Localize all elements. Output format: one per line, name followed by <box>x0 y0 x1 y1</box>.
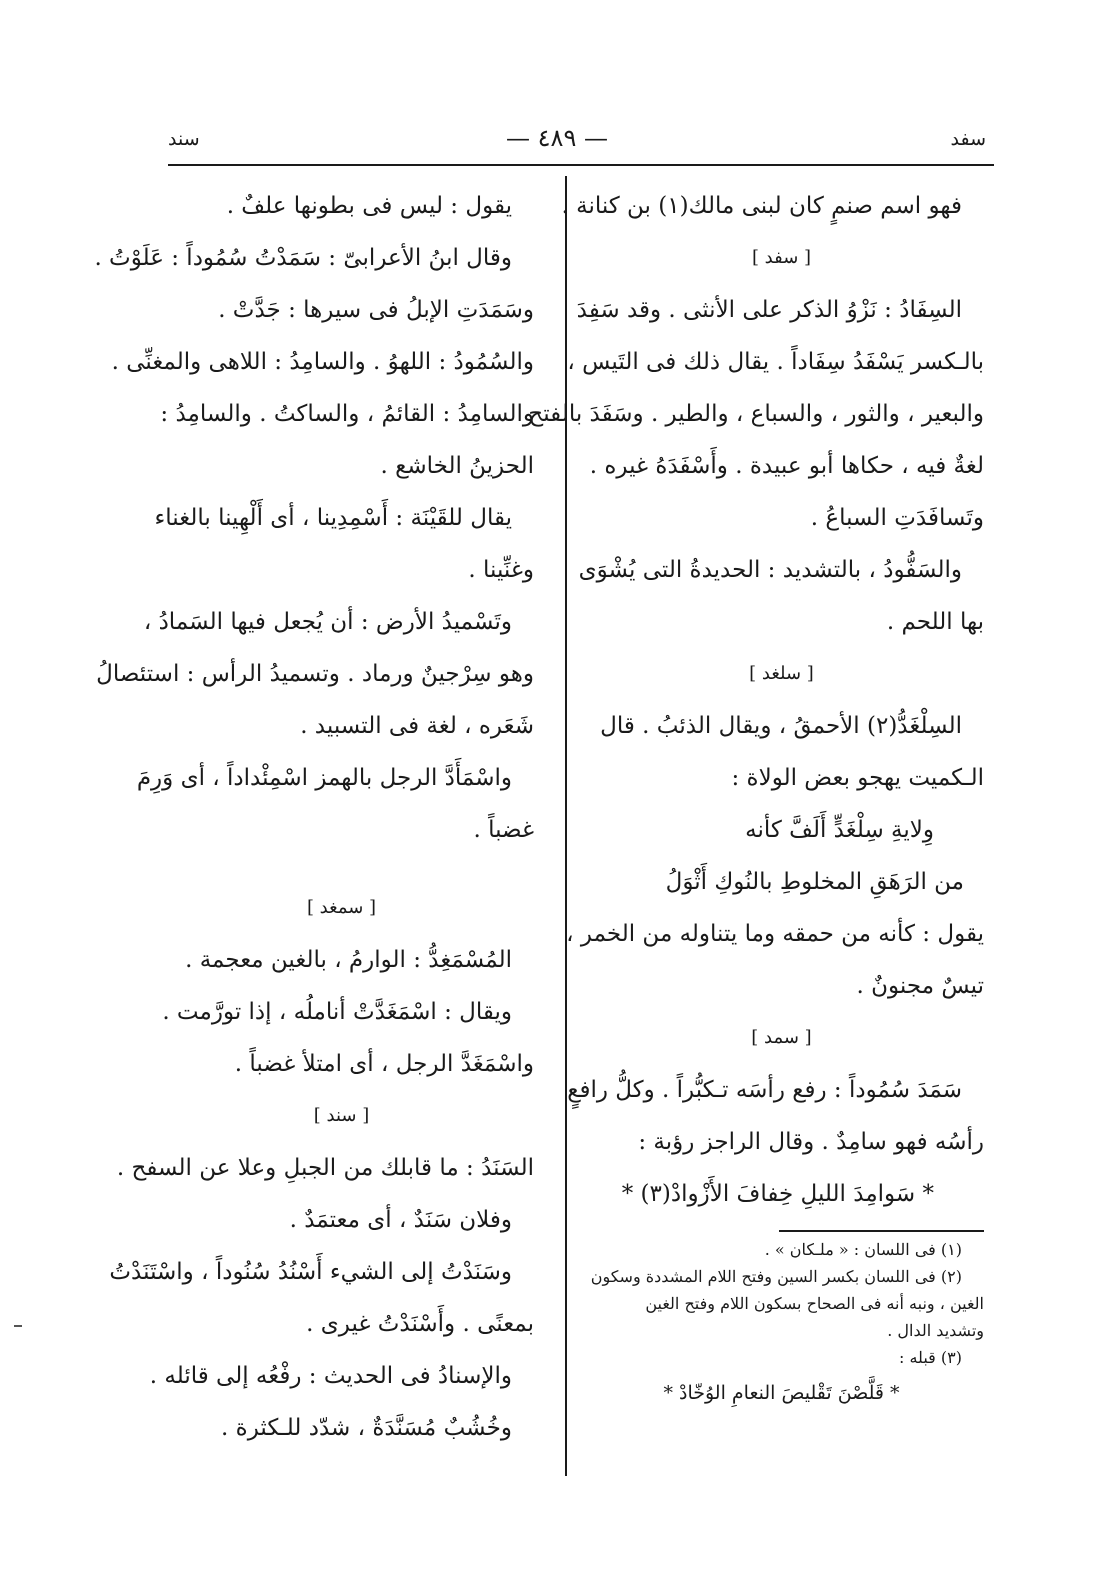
text-line: رأسُه فهو سامِدٌ . وقال الراجز رؤبة : <box>638 1129 984 1155</box>
text-line: يقال للقَيْنَة : أَسْمِدِينا ، أى أَلْهِينا بالغناء <box>154 505 512 531</box>
text-line: ويقال : اسْمَغَدَّتْ أناملُه ، إذا تورَّمت . <box>162 999 512 1025</box>
entry-heading-samad: [ سمد ] <box>751 1027 812 1048</box>
text-line: تيسٌ مجنونٌ . <box>856 973 984 999</box>
text-line: بالـكسر يَسْفَدُ سِفَاداً . يقال ذلك فى التَيس ، <box>567 349 984 375</box>
entry-heading-salghad: [ سلغد ] <box>749 663 814 684</box>
text-line: الـكميت يهجو بعض الولاة : <box>731 765 984 791</box>
text-line: وسَنَدْتُ إلى الشيء أَسْنُدُ سُنُوداً ، واسْتَنَدْتُ <box>109 1259 512 1285</box>
text-line: سَمَدَ سُمُوداً : رفع رأسَه تـكبُّراً . وكلُّ رافعٍ <box>567 1077 962 1103</box>
text-line: يقول : كأنه من حمقه وما يتناوله من الخمر ، <box>566 921 984 947</box>
text-line: والإسنادُ فى الحديث : رفْعُه إلى قائله . <box>149 1363 512 1389</box>
text-line: واسْمَغَدَّ الرجل ، أى امتلأ غضباً . <box>234 1051 534 1077</box>
entry-heading-safad: [ سفد ] <box>751 247 812 268</box>
header-rule <box>168 164 994 166</box>
header-right-word: سفد <box>950 128 986 150</box>
footnotes <box>579 1236 984 1415</box>
text-line: شَعَره ، لغة فى التسبيد . <box>300 713 534 739</box>
text-line: والسَفُّودُ ، بالتشديد : الحديدةُ التى يُشْوَى <box>578 557 962 583</box>
text-line: المُسْمَغِدُّ : الوارمُ ، بالغين معجمة . <box>185 947 512 973</box>
text-line: وقال ابنُ الأعرابىّ : سَمَدْتُ سُمُوداً : عَلَوْتُ . <box>94 245 512 271</box>
footnote-rule <box>779 1230 984 1232</box>
text-line: السَنَدُ : ما قابلك من الجبلِ وعلا عن السفح . <box>116 1155 534 1181</box>
verse-line: من الرَهَقِ المخلوطِ بالنُوكِ أَثْوَلُ <box>665 869 964 895</box>
verse-line: وِلايةِ سِلْغَدٍّ أَلَفَّ كأنه <box>745 817 934 843</box>
footnote-2: (٢) فى اللسان بكسر السين وفتح اللام المشددة وسكون <box>590 1266 962 1286</box>
text-line: بها اللحم . <box>886 609 984 635</box>
header-left-word: سند <box>168 128 200 150</box>
text-line: وتَسْميدُ الأرض : أن يُجعل فيها السَمادُ ، <box>143 609 512 635</box>
footnote-3: (٣) قبله : <box>899 1347 962 1367</box>
text-line: وغنِّينا . <box>468 557 534 583</box>
text-line: وتَسافَدَتِ السباعُ . <box>810 505 984 531</box>
text-line: يقول : ليس فى بطونها علفٌ . <box>226 193 512 219</box>
entry-heading-samghad: [ سمغد ] <box>306 897 377 918</box>
footnote-2-cont: وتشديد الدال . <box>887 1320 984 1340</box>
verse-line: * سَوامِدَ الليلِ خِفافَ الأَزْوادْ(٣) * <box>621 1181 934 1207</box>
text-line: والبعير ، والثور ، والسباع ، والطير . وسَفَدَ بالفتح <box>528 401 984 427</box>
footnote-2-cont: الغين ، ونبه أنه فى الصحاح بسكون اللام وفتح الغين <box>645 1293 984 1313</box>
entry-heading-sanad: [ سند ] <box>313 1105 370 1126</box>
text-line: وخُشُبٌ مُسَنَّدَةٌ ، شدّد للـكثرة . <box>221 1415 512 1441</box>
page-number: — ٤٨٩ — <box>506 124 608 152</box>
text-line: وهو سِرْجينٌ ورماد . وتسميدُ الرأس : استئصالُ <box>96 661 534 687</box>
text-line: لغةٌ فيه ، حكاها أبو عبيدة . وأَسْفَدَهُ غيره . <box>589 453 984 479</box>
text-line: الحزينُ الخاشع . <box>380 453 534 479</box>
text-line: واسْمَأَدَّ الرجل بالهمز اسْمِئْداداً ، أى وَرِمَ <box>136 765 512 791</box>
left-column <box>94 180 534 1454</box>
text-line: وسَمَدَتِ الإبلُ فى سيرها : جَدَّتْ . <box>218 297 534 323</box>
text-line: والسامِدُ : القائمُ ، والساكتُ . والسامِدُ : <box>160 401 534 427</box>
right-column <box>528 180 984 1415</box>
text-line: السِلْغَدُّ(٢) الأحمقُ ، ويقال الذئبُ . قال <box>600 713 962 739</box>
footnote-3-verse: * قَلَّصْنَ تَقْليصَ النعامِ الوُخّادْ * <box>663 1381 900 1404</box>
footnote-1: (١) فى اللسان : « ملـكان » . <box>764 1239 962 1259</box>
text-line: فهو اسم صنمٍ كان لبنى مالك(١) بن كنانة . <box>561 193 962 219</box>
text-line: وفلان سَنَدٌ ، أى معتمَدٌ . <box>289 1207 512 1233</box>
spacer <box>149 856 534 882</box>
text-line: بمعنًى . وأَسْنَدْتُ غيرى . <box>306 1311 534 1337</box>
text-line: غضباً . <box>473 817 534 843</box>
margin-mark <box>14 1325 22 1327</box>
text-line: السِفَادُ : نَزْوُ الذكر على الأنثى . وقد سَفِدَ <box>576 297 962 323</box>
column-divider <box>565 176 567 1476</box>
text-line: والسُمُودُ : اللهوُ . والسامِدُ : اللاهى والمغنِّى . <box>111 349 534 375</box>
